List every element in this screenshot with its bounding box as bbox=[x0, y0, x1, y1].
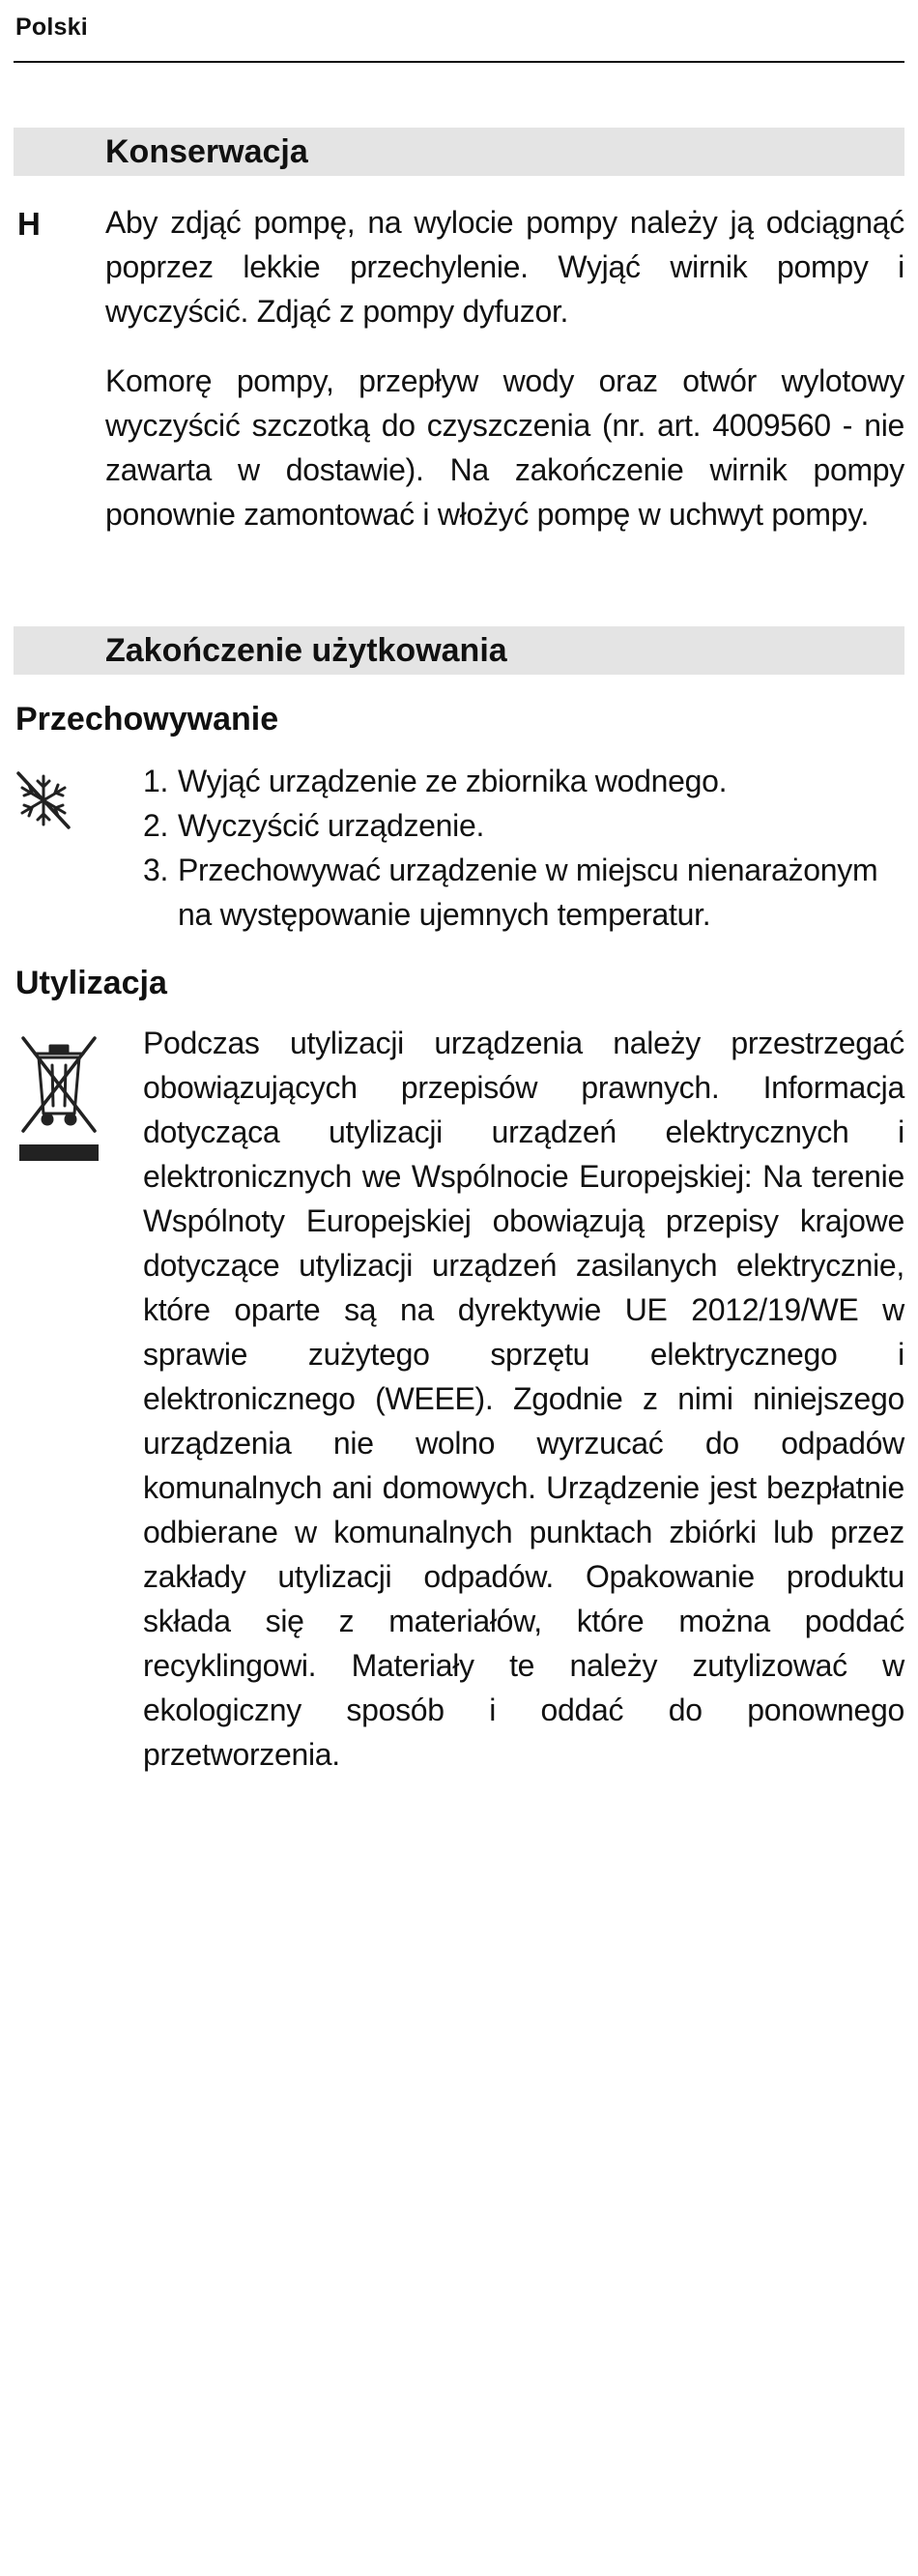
maintenance-paragraph-2: Komorę pompy, przepływ wody oraz otwór wylotowy wyczyścić szczotką do czyszczenia (nr. art. 4009560 - nie zawarta w dostawie). Na zakończenie wirnik pompy ponownie zamontować i włożyć pompę w uchwyt pompy. bbox=[105, 363, 904, 532]
disposal-heading: Utylizacja bbox=[15, 965, 167, 1001]
storage-step bbox=[143, 759, 904, 803]
disposal-paragraph: Podczas utylizacji urządzenia należy przestrzegać obowiązujących przepisów prawnych. Informacja dotycząca utylizacji urządzeń elektrycznych i elektronicznych we Wspólnocie Europejskiej: Na terenie Wspólnoty Europejskiej obowiązują przepisy krajowe dotyczące utylizacji urządzeń zasilanych elektrycznie, które oparte są na dyrektywie UE 2012/19/WE w sprawie zużytego sprzętu elektrycznego i elektronicznego (WEEE). Zgodnie z nimi niniejszego urządzenia nie wolno wyrzucać do odpadów komunalnych ani domowych. Urządzenie jest bezpłatnie odbierane w komunalnych punktach zbiórki lub przez zakłady utylizacji odpadów. Opakowanie produktu składa się z materiałów, które można poddać recyklingowi. Materiały te należy zutylizować w ekologiczny sposób i oddać do ponownego przetworzenia. bbox=[143, 1026, 904, 1772]
storage-step-text: Przechowywać urządzenie w miejscu nienarażonym na występowanie ujemnych temperatur. bbox=[178, 853, 878, 932]
storage-step bbox=[143, 848, 904, 937]
storage-step-text: Wyczyścić urządzenie. bbox=[178, 808, 485, 843]
storage-step-number: 2. bbox=[143, 808, 169, 843]
storage-step-number: 3. bbox=[143, 853, 169, 887]
storage-step-number: 1. bbox=[143, 764, 169, 798]
end-of-use-section-title: Zakończenie użytkowania bbox=[105, 632, 507, 669]
maintenance-paragraph-1: Aby zdjąć pompę, na wylocie pompy należy ją odciągnąć poprzez lekkie przechylenie. Wyjąć wirnik pompy i wyczyścić. Zdjąć z pompy dyfuzor. bbox=[105, 205, 904, 329]
maintenance-step-marker: H bbox=[17, 206, 41, 242]
crossed-out-wheelie-bin-icon bbox=[15, 1030, 102, 1164]
storage-step bbox=[143, 803, 904, 848]
maintenance-section-title: Konserwacja bbox=[105, 133, 308, 170]
snowflake-crossed-icon bbox=[15, 770, 72, 830]
header-divider bbox=[14, 61, 904, 63]
storage-step-text: Wyjąć urządzenie ze zbiornika wodnego. bbox=[178, 764, 728, 798]
storage-steps-list bbox=[143, 759, 904, 937]
storage-heading: Przechowywanie bbox=[15, 701, 279, 738]
page-language-label: Polski bbox=[15, 14, 88, 41]
